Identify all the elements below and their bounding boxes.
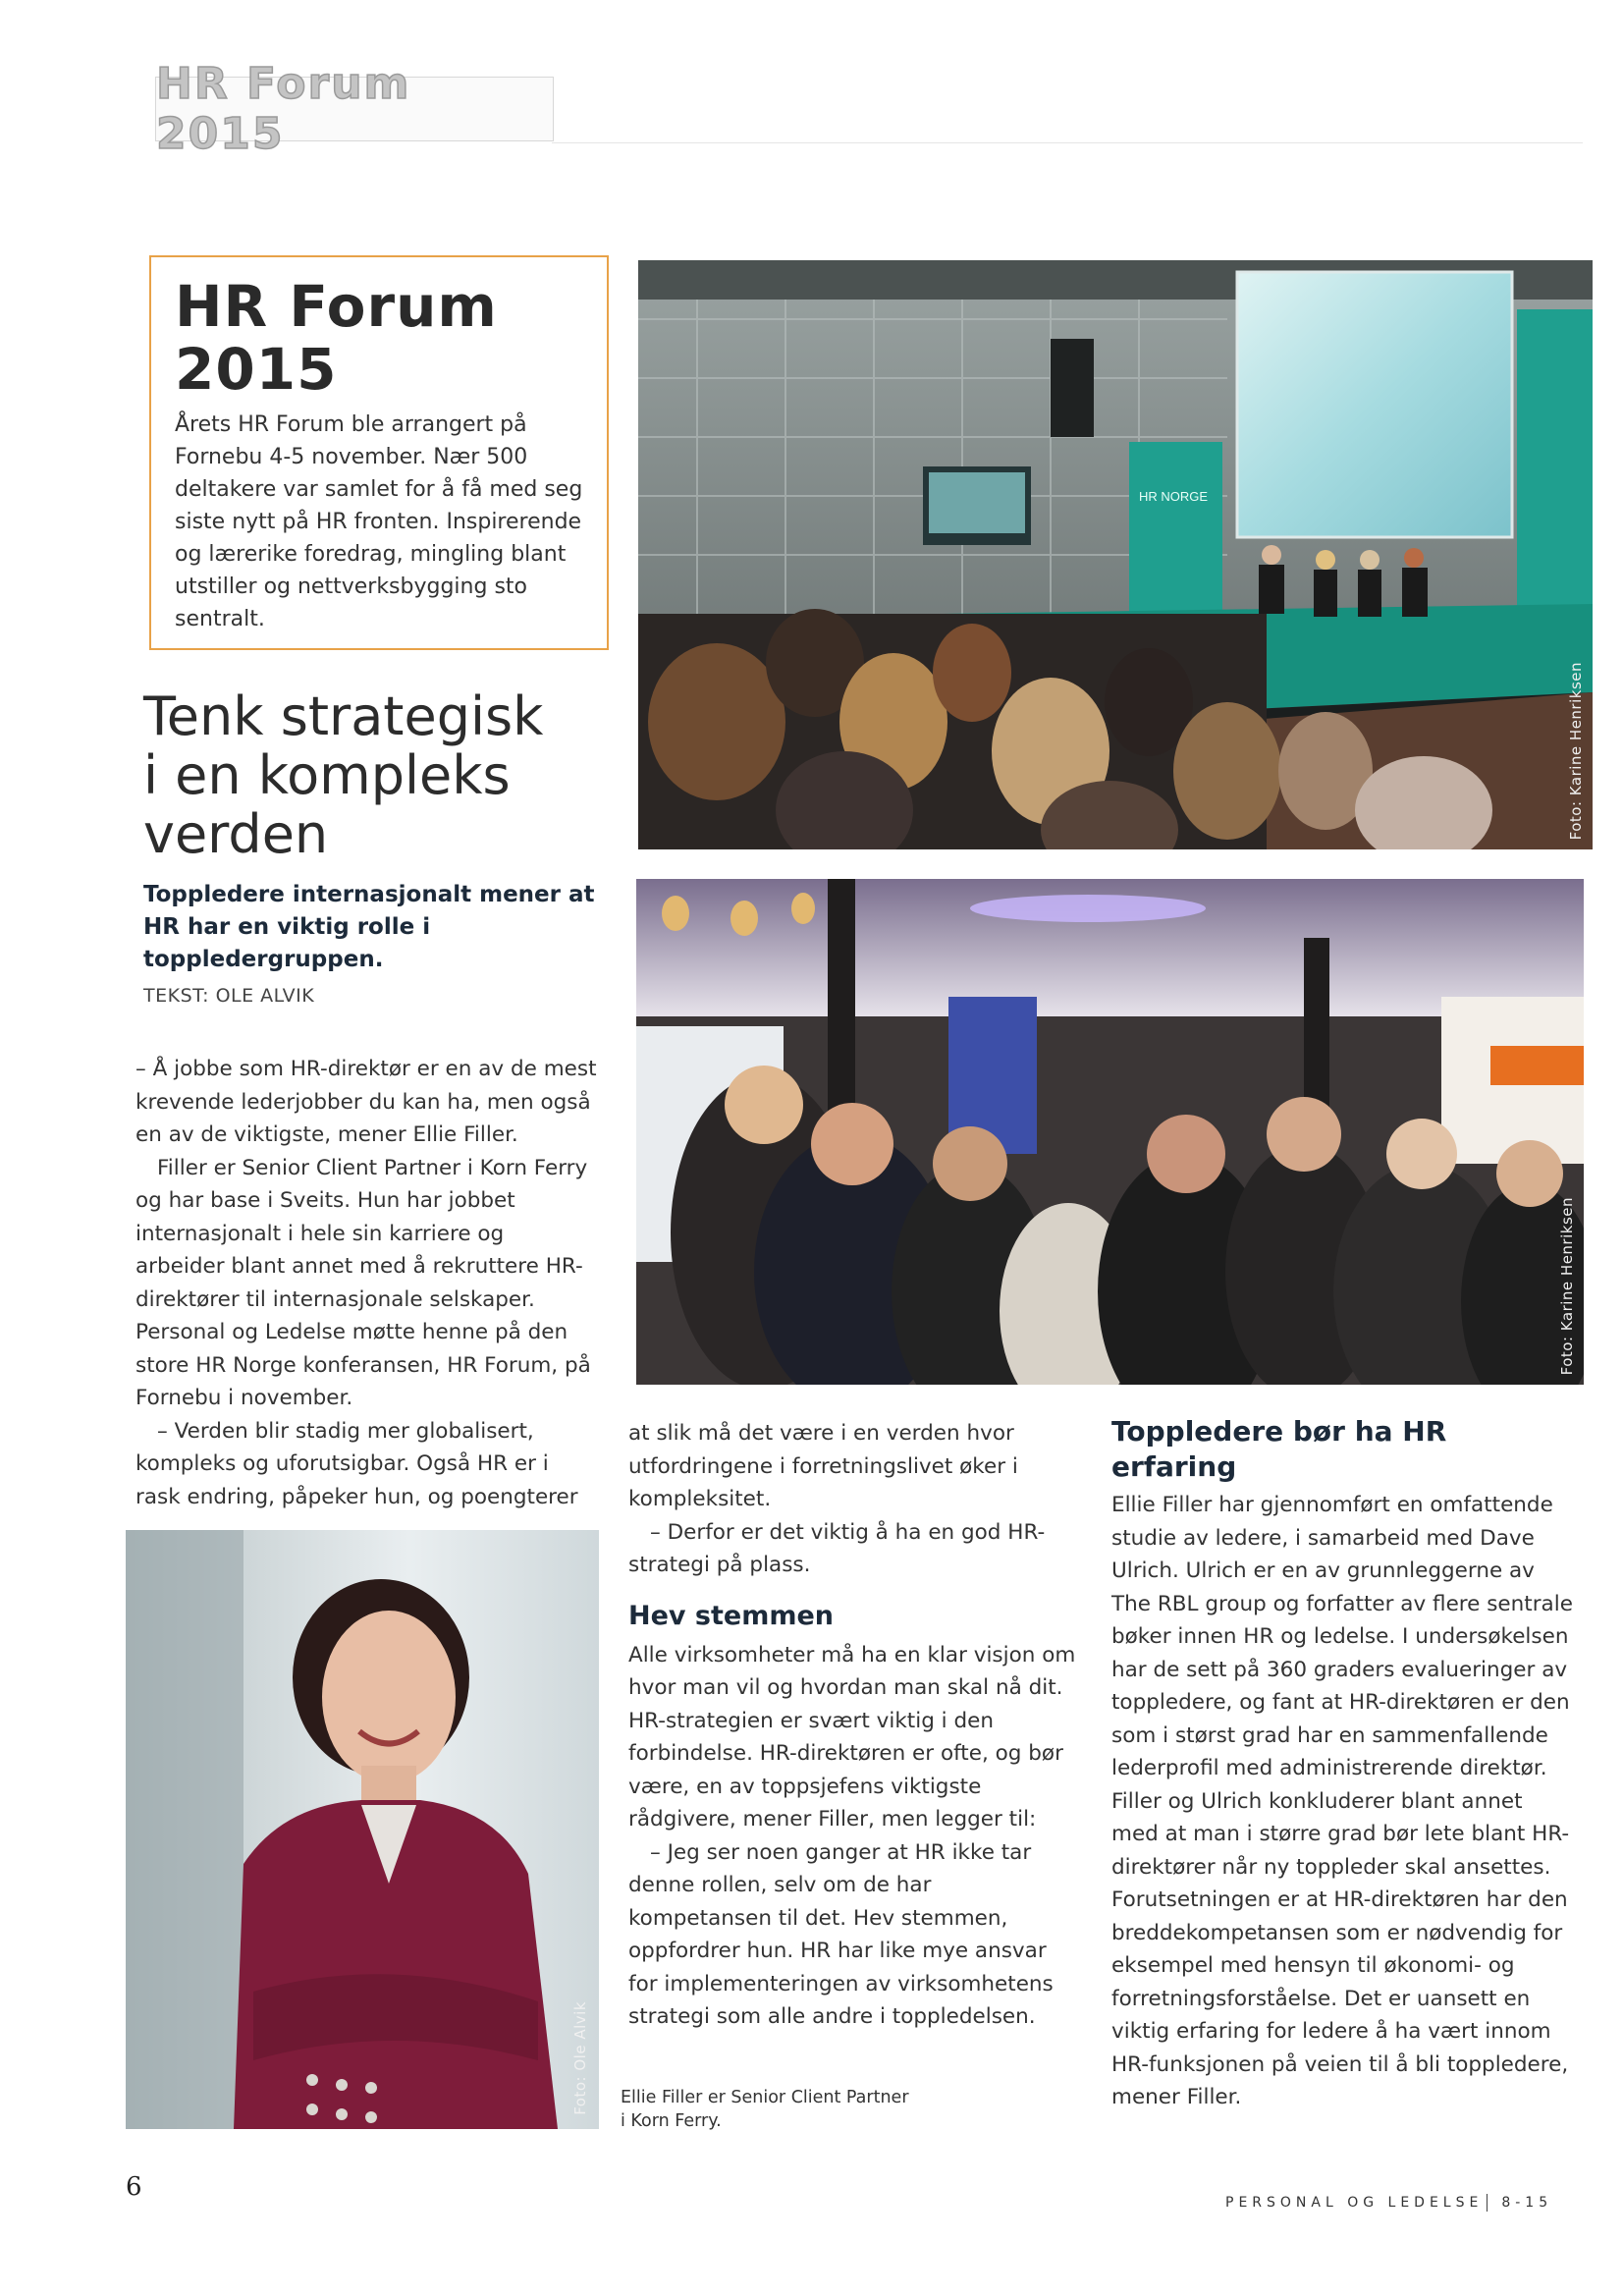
stage-photo — [638, 260, 1593, 849]
section-tag — [155, 59, 554, 159]
paragraph: at slik må det være i en verden hvor utfordringene i forretningslivet øker i kompleksitet. — [628, 1421, 1018, 1511]
paragraph: – Derfor er det viktig å ha en god HR-strategi på plass. — [628, 1519, 1046, 1577]
paragraph: – Verden blir stadig mer globalisert, kompleks og uforutsigbar. Også HR er i rask endring, påpeker hun, og poengterer — [135, 1418, 578, 1509]
paragraph: Filler er Senior Client Partner i Korn Ferry og har base i Sveits. Hun har jobbet internasjonalt i hele sin karriere og arbeider blant annet med å rekruttere HR-direktører til internasjonale selskaper. Personal og Ledelse møtte henne på den store HR Norge konferansen, HR Forum, på Fornebu i november. — [135, 1155, 591, 1410]
paragraph: – Å jobbe som HR-direktør er en av de mest krevende lederjobber du kan ha, men også en av de viktigste, mener Ellie Filler. — [135, 1057, 597, 1147]
section-heading: Toppledere bør ha HR erfaring — [1111, 1415, 1447, 1483]
expo-photo — [636, 879, 1584, 1385]
intro-title-line2: 2015 — [175, 336, 338, 403]
article-headline — [143, 687, 595, 864]
article-subhead: Toppledere internasjonalt mener at HR har en viktig rolle i toppledergruppen. — [143, 882, 595, 972]
headline-line1: Tenk strategisk — [143, 685, 544, 747]
body-column-middle — [628, 1417, 1080, 2034]
section-tag-text: HR Forum 2015 — [156, 59, 411, 159]
portrait-caption: Ellie Filler er Senior Client Partner i Korn Ferry. — [621, 2088, 909, 2131]
body-column-right — [1111, 1414, 1573, 2114]
intro-text: Årets HR Forum ble arrangert på Fornebu 4-5 november. Nær 500 deltakere var samlet for å få med seg siste nytt på HR fronten. Inspirerende og lærerike foredrag, mingling blant utstiller og nettverksbygging sto sentralt. — [175, 412, 583, 631]
issue-number: 8-15 — [1501, 2195, 1553, 2211]
intro-title-line1: HR Forum — [175, 273, 498, 340]
intro-box — [149, 255, 609, 650]
body-column-left — [135, 1053, 597, 1513]
page-number: 6 — [126, 2172, 142, 2202]
header-rule — [552, 142, 1583, 143]
section-heading: Hev stemmen — [628, 1600, 834, 1631]
footer-separator — [1487, 2194, 1488, 2212]
paragraph: Ellie Filler har gjennomført en omfattende studie av ledere, i samarbeid med Dave Ulrich. Ulrich er en av grunnleggerne av The RBL group og forfatter av flere sentrale bøker innen HR og ledelse. I undersøkelsen har de sett på 360 graders evalueringer av toppledere, og fant at HR-direktøren er den som i størst grad har en sammenfallende lederprofil med administrerende direktør. Filler og Ulrich konkluderer blant annet med at man i større grad bør lete blant HR-direktører når ny toppleder skal ansettes. Forutsetningen er at HR-direktøren har den breddekompetansen som er nødvendig for eksempel med hensyn til økonomi- og forretningsforståelse. Det er uansett en viktig erfaring for ledere å ha vært innom HR-funksjonen på veien til å bli toppledere, mener Filler. — [1111, 1493, 1573, 2109]
photo-credit: Foto: Ole Alvik — [571, 2001, 589, 2115]
paragraph: Alle virksomheter må ha en klar visjon om hvor man vil og hvordan man skal nå dit. HR-strategien er svært viktig i den forbindelse. HR-direktøren er ofte, og bør være, en av toppsjefens viktigste rådgivere, mener Filler, men legger til: — [628, 1642, 1076, 1831]
footer-magazine — [1225, 2194, 1552, 2212]
intro-title — [175, 275, 587, 401]
byline: TEKST: OLE ALVIK — [143, 985, 315, 1007]
photo-credit: Foto: Karine Henriksen — [1567, 661, 1585, 840]
paragraph: – Jeg ser noen ganger at HR ikke tar denne rollen, selv om de har kompetansen til det. Hev stemmen, oppfordrer hun. HR har like mye ansvar for implementeringen av virksomhetens strategi som alle andre i toppledelsen. — [628, 1839, 1054, 2029]
headline-line2: i en kompleks — [143, 744, 511, 806]
headline-line3: verden — [143, 803, 329, 865]
magazine-name: PERSONAL OG LEDELSE — [1225, 2195, 1484, 2211]
photo-credit: Foto: Karine Henriksen — [1558, 1196, 1576, 1375]
banner-logo-text: HR NORGE — [1138, 489, 1209, 504]
portrait-photo — [126, 1530, 599, 2129]
